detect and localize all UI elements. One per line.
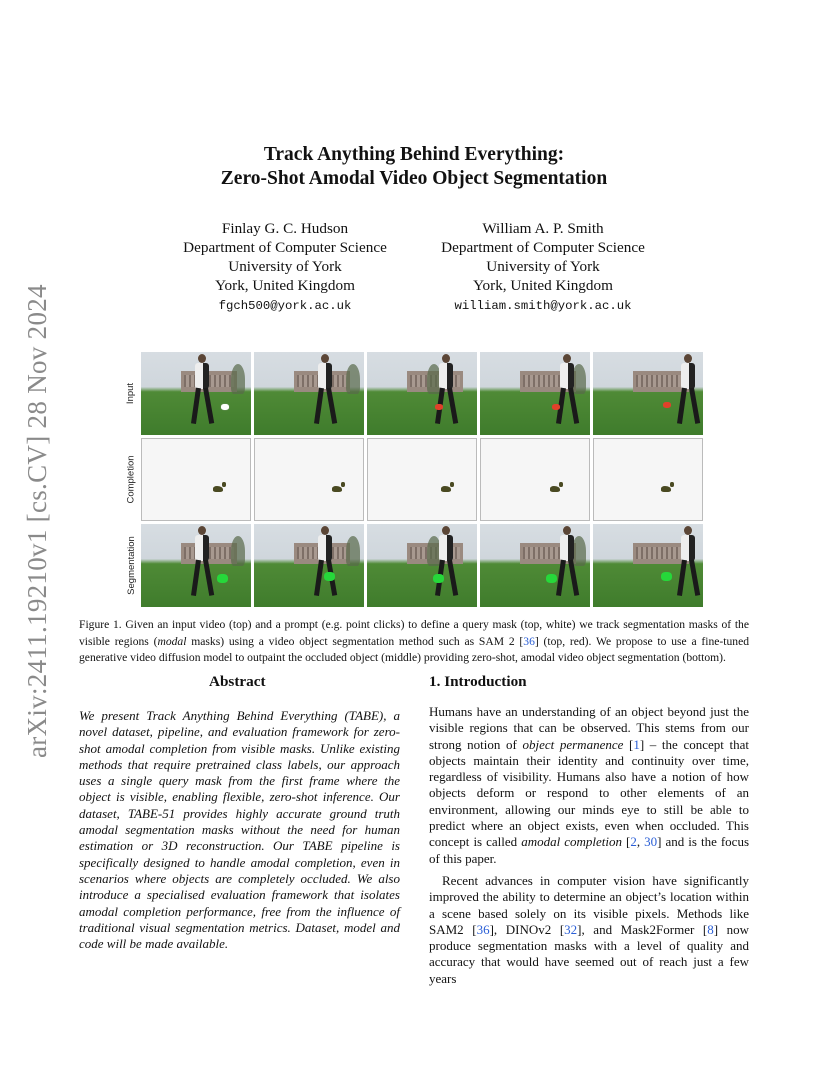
- abstract-text: We present Track Anything Behind Everything (TABE), a novel dataset, pipeline, and evaluation framework for zero-shot amodal completion from visible masks. Unlike existing methods that require pretrained class labels, our approach uses a single query mask from the first frame where the object is visible, enabling flexible, zero-shot inference. Our dataset, TABE-51 provides highly accurate ground truth amodal segmentation masks without the need for human estimation or 3D reconstruction. Our TABE pipeline is specifically designed to handle amodal completion, even in scenarios where objects are completely occluded. We also introduce a specialised evaluation framework that isolates amodal completion performance, free from the influence of traditional visual segmentation metrics. Dataset, model and code will be made available.: [79, 708, 400, 952]
- citation-link[interactable]: 36: [523, 634, 535, 648]
- input-frame-5: [593, 352, 703, 435]
- author-name: Finlay G. C. Hudson: [221, 220, 349, 237]
- completion-frame-2: [254, 438, 364, 521]
- citation-link[interactable]: 8: [707, 921, 714, 937]
- author-university: University of York: [228, 258, 342, 275]
- citation-link[interactable]: 30: [644, 834, 658, 850]
- introduction-text: [429, 704, 749, 987]
- intro-paragraph-2: Recent advances in computer vision have significantly improved the ability to determine an object’s location within a scene based solely on its visible pixels. Methods like SAM2 [36], DINOv2 [32], and Mask2Former [8] now produce segmentation masks with a level of quality and accuracy that would have seemed out of reach just a few years: [429, 872, 750, 986]
- intro-paragraph-1: Humans have an understanding of an object beyond just the visible regions that can be observed. This stems from our strong notion of object permanence [1] – the concept that objects maintain their identity and continuity over time, regardless of visibility. Humans also have a notion of how objects deform or respond to other elements of an environment, allowing our minds eye to still be able to predict where an object exists, even when occluded. This concept is called amodal completion [2, 30] and is the focus of this paper.: [429, 704, 750, 866]
- completion-frame-5: [593, 438, 703, 521]
- author-location: York, United Kingdom: [215, 277, 355, 294]
- author-name: William A. P. Smith: [482, 220, 604, 237]
- segmentation-frame-2: [254, 524, 364, 607]
- figure-caption: Figure 1. Given an input video (top) and a prompt (e.g. point clicks) to define a query mask (top, white) we track segmentation masks of the visible regions (modal masks) using a video object segmentation method such as SAM 2 [36] (top, red). We propose to use a fine-tuned generative video diffusion model to outpaint the occluded object (middle) providing zero-shot, amodal video object segmentation (bottom).: [79, 618, 750, 664]
- author-department: Department of Computer Science: [183, 239, 387, 256]
- author-block-2: [418, 219, 668, 316]
- author-department: Department of Computer Science: [441, 239, 645, 256]
- title-line-2: Zero-Shot Amodal Video Object Segmentation: [220, 168, 608, 189]
- title-line-1: Track Anything Behind Everything:: [263, 144, 565, 165]
- input-frame-1: [141, 352, 251, 435]
- segmentation-frame-5: [593, 524, 703, 607]
- segmentation-frame-4: [480, 524, 590, 607]
- citation-link[interactable]: 36: [476, 921, 490, 937]
- arxiv-stamp: arXiv:2411.19210v1 [cs.CV] 28 Nov 2024: [22, 284, 52, 758]
- completion-frame-3: [367, 438, 477, 521]
- input-frame-3: [367, 352, 477, 435]
- completion-frame-1: [141, 438, 251, 521]
- row-label-segmentation: Segmentation: [125, 536, 137, 595]
- citation-link[interactable]: 32: [564, 921, 578, 937]
- author-email[interactable]: william.smith@york.ac.uk: [454, 299, 632, 313]
- figure-1: [121, 352, 706, 608]
- segmentation-frame-3: [367, 524, 477, 607]
- row-label-completion: Completion: [125, 455, 137, 504]
- author-block-1: [160, 219, 410, 316]
- input-frame-4: [480, 352, 590, 435]
- author-email[interactable]: fgch500@york.ac.uk: [218, 299, 352, 313]
- completion-frame-4: [480, 438, 590, 521]
- citation-link[interactable]: 2: [630, 834, 637, 850]
- segmentation-frame-1: [141, 524, 251, 607]
- row-label-input: Input: [125, 382, 137, 405]
- introduction-heading: 1. Introduction: [429, 673, 527, 690]
- input-frame-2: [254, 352, 364, 435]
- author-university: University of York: [486, 258, 600, 275]
- paper-title: [0, 143, 828, 191]
- citation-link[interactable]: 1: [633, 736, 640, 752]
- author-location: York, United Kingdom: [473, 277, 613, 294]
- abstract-heading: Abstract: [209, 673, 266, 690]
